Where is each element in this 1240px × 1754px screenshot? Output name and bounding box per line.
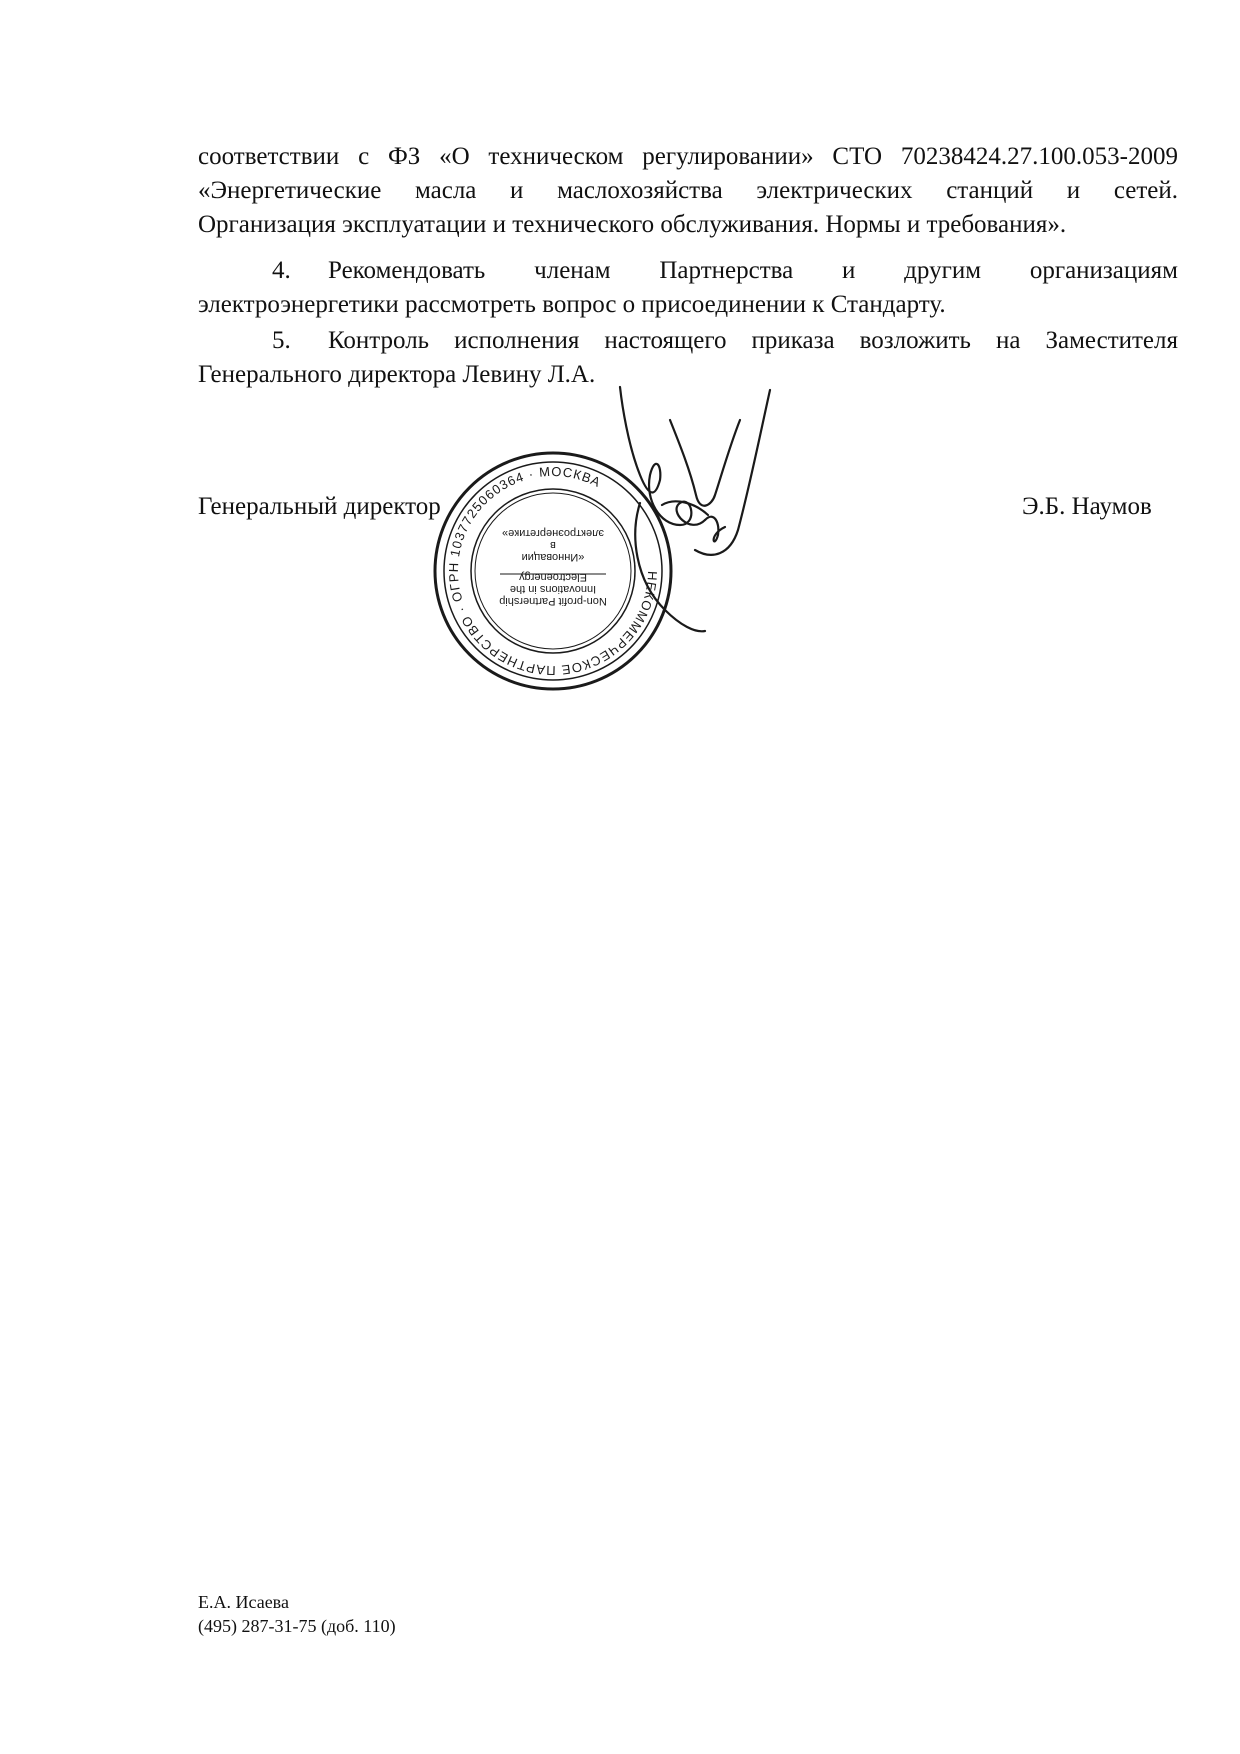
signatory-name: Э.Б. Наумов xyxy=(1022,493,1152,520)
handwritten-signature xyxy=(600,385,820,655)
list-item-text: Контроль исполнения настоящего приказа возложить на Заместителя xyxy=(328,327,1178,354)
list-item-first-line xyxy=(198,324,1178,358)
paragraph-line: Организация эксплуатации и технического обслуживания. Нормы и требования». xyxy=(198,211,1067,238)
signatory-position: Генеральный директор xyxy=(198,493,441,520)
paragraph-line: соответствии с ФЗ «О техническом регулировании» СТО 70238424.27.100.053-2009 xyxy=(198,143,1178,170)
stamp-inner-text: Innovations in the xyxy=(509,583,597,595)
stamp-inner-text: в xyxy=(550,539,556,551)
list-item-first-line xyxy=(198,254,1178,288)
list-item-continuation: электроэнергетики рассмотреть вопрос о присоединении к Стандарту. xyxy=(198,291,946,318)
stamp-inner-text: Non-profit Partnership xyxy=(499,595,607,607)
stamp-outer-text: НЕКОММЕРЧЕСКОЕ ПАРТНЕРСТВО · ОГРН 1037725060364 · МОСКВА xyxy=(445,463,661,679)
list-item-number: 5. xyxy=(272,327,291,354)
paragraph-line: «Энергетические масла и маслохозяйства электрических станций и сетей. xyxy=(198,177,1178,204)
executor-phone: (495) 287-31-75 (доб. 110) xyxy=(198,1616,396,1636)
executor-contact xyxy=(198,1590,396,1638)
stamp-inner-text: «Инновации xyxy=(521,551,585,563)
stamp-inner-text: Electroenergy xyxy=(519,571,587,583)
list-item-continuation: Генерального директора Левину Л.А. xyxy=(198,361,596,388)
paragraph-continued xyxy=(198,140,1178,242)
executor-name: Е.А. Исаева xyxy=(198,1592,289,1612)
list-item-5 xyxy=(198,324,1178,392)
list-item-number: 4. xyxy=(272,257,291,284)
list-item-4 xyxy=(198,254,1178,322)
list-item-text: Рекомендовать членам Партнерства и другим организациям xyxy=(328,257,1178,284)
stamp-inner-text: электроэнергетике» xyxy=(502,527,604,539)
